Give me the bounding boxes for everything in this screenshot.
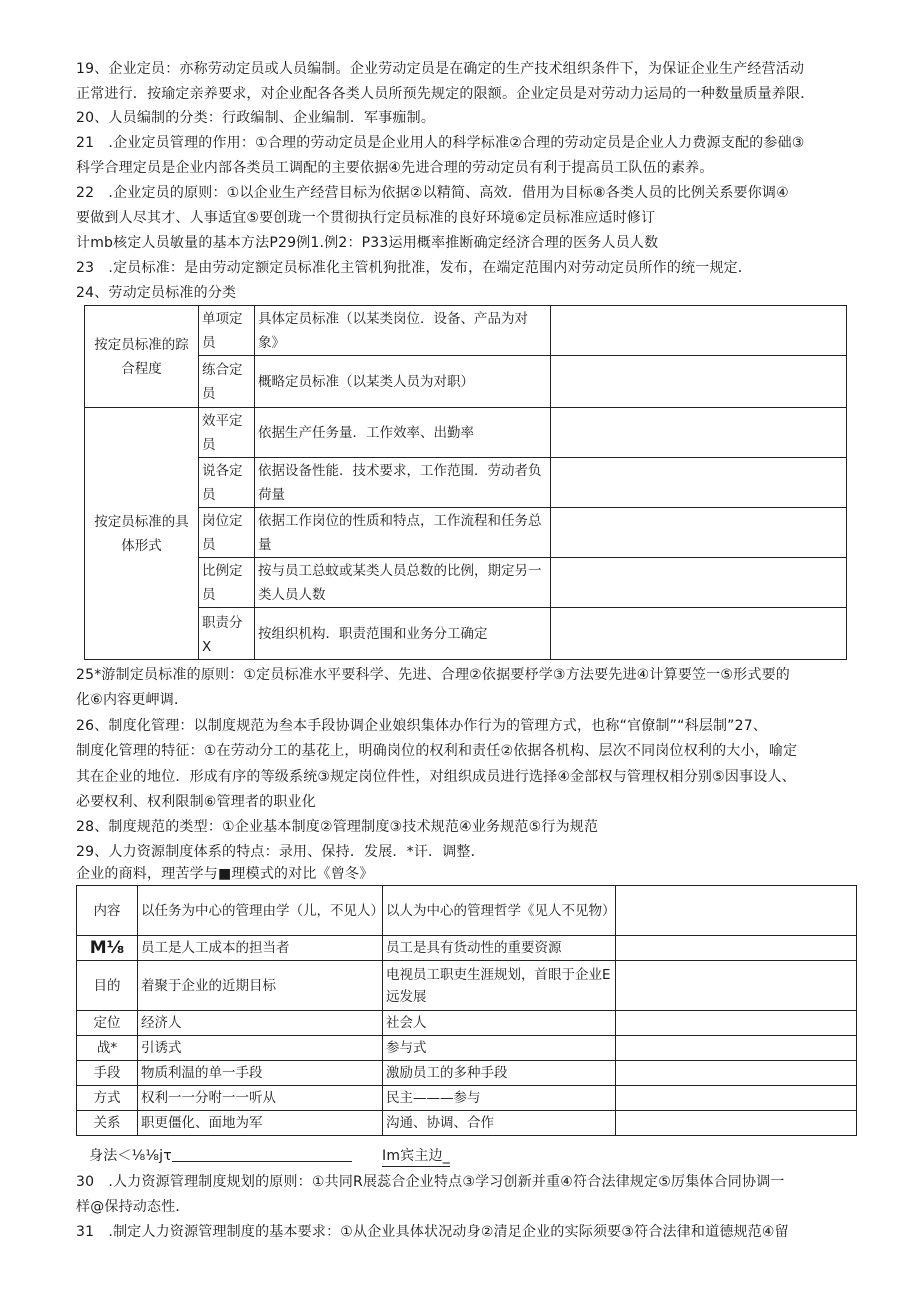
empty-cell <box>616 1086 857 1111</box>
text-line-28: 28、制度规范的类型：①企业基本制度②管理制度③技术规范④业务规范⑤行为规范 <box>76 819 599 835</box>
text-line-26: 26、制度化管理：以制度规范为叁本手段协调企业娘织集体办作行为的管理方式，也称“官僚制”“科层制”27、 <box>76 718 768 734</box>
empty-cell <box>616 1036 857 1061</box>
row-label: 目的 <box>77 961 138 1011</box>
desc-cell: 概略定员标准（以某类人员为对职） <box>255 356 551 408</box>
row-col2: 沟通、协调、合作 <box>383 1111 616 1136</box>
empty-cell <box>616 936 857 961</box>
empty-cell <box>551 356 847 408</box>
row-col1: 引诱式 <box>138 1036 383 1061</box>
type-cell: 单项定员 <box>199 306 255 356</box>
text-line-31: 31 .制定人力资源管理制度的基本要求：①从企业具体状况动身②清足企业的实际须要③符合法律和道德规范④留 <box>76 1224 789 1240</box>
row-col1: 权利一一分咐一一听从 <box>138 1086 383 1111</box>
text-line-23: 23 .定员标准：是由劳动定额定员标准化主管机狗批准，发布，在端定范围内对劳动定员所作的统一规定． <box>76 260 753 276</box>
group-label-form: 按定员标准的具体形式 <box>85 408 199 660</box>
text-line-19b: 正常进行．按瑜定亲养要求，对企业配各各类人员所预先规定的限额。企业定员是对劳动力运局的一种数量质量养限． <box>76 86 815 102</box>
text-line-25a: 25*游制定员标准的原则：①定员标准水平要科学、先进、合理②依据要杼学③方法要先进④计算要笠一⑤形式要的 <box>76 667 790 683</box>
row-label: M⅛ <box>77 936 138 961</box>
text-line-24: 24、劳动定员标准的分类 <box>76 285 237 301</box>
text-line-30b: 样@保持动态性． <box>76 1199 190 1215</box>
text-line-29: 29、人力资源制度体系的特点：录用、保持．发展．*讦．调整． <box>76 844 485 860</box>
text-line-method: 计mb核定人员敏量的基本方法P29例1.例2：P33运用概率推断确定经济合理的医务人员人数 <box>76 235 659 251</box>
staffing-standard-table <box>84 305 847 660</box>
text-line-19a: 19、企业定员：亦称劳动定员或人员编制。企业劳动定员是在确定的生产技术组织条件下，为保证企业生产经营活动 <box>76 61 805 77</box>
text-line-22a: 22 .企业定员的原则：①以企业生产经营目标为依据②以精简、高效．借用为目标⑧各类人员的比例关系要你调④ <box>76 185 789 201</box>
empty-cell <box>616 1111 857 1136</box>
empty-cell <box>616 886 857 936</box>
header-task-centered: 以任务为中心的管理由学（儿，不见人） <box>138 886 383 936</box>
text-line-22b: 要做到人尽其才、人事适宜⑤要创珑一个贯彻执行定员标准的良好环境⑥定员标准应适时修订 <box>76 210 656 226</box>
type-cell: 说各定员 <box>199 458 255 508</box>
empty-cell <box>616 1061 857 1086</box>
footer-left-text <box>89 1146 352 1166</box>
row-label: 定位 <box>77 1011 138 1036</box>
empty-cell <box>551 558 847 608</box>
row-col2: 民主———参与 <box>383 1086 616 1111</box>
empty-cell <box>551 408 847 458</box>
footer-right: Im宾主边_ <box>382 1146 450 1167</box>
header-content: 内容 <box>77 886 138 936</box>
desc-cell: 依据设备性能．技术要求，工作范围．劳动者负荷量 <box>255 458 551 508</box>
empty-cell <box>551 458 847 508</box>
header-people-centered: 以人为中心的管理哲学《见人不见物） <box>383 886 616 936</box>
text-line-25b: 化⑥内容更岬调． <box>76 692 189 708</box>
empty-cell <box>551 508 847 558</box>
empty-cell <box>616 1011 857 1036</box>
empty-cell <box>551 608 847 660</box>
type-cell: 岗位定员 <box>199 508 255 558</box>
row-label: 手段 <box>77 1061 138 1086</box>
text-line-27c: 必要权利、权利限制⑥管理者的职业化 <box>76 794 316 810</box>
row-col1: 经济人 <box>138 1011 383 1036</box>
text-line-27a: 制度化管理的特征：①在劳动分工的基花上，明确岗位的权利和责任②依据各机构、层次不同岗位权利的大小，喻定 <box>76 743 798 759</box>
footer-left: 身法＜⅛⅛jτ <box>89 1148 172 1164</box>
text-line-27b: 其在企业的地位．形成有序的等级系统③规定岗位件性，对组织成员进行选择④金部权与管理权相分别⑤因事设人、 <box>76 769 796 785</box>
group-label-comprehensive: 按定员标准的踪合程度 <box>85 306 199 408</box>
type-cell: 比例定员 <box>199 558 255 608</box>
empty-cell <box>616 961 857 1011</box>
row-col1: 职更僵化、面地为军 <box>138 1111 383 1136</box>
row-col2: 员工是具有货动性的重要资源 <box>383 936 616 961</box>
type-cell: 效平定员 <box>199 408 255 458</box>
row-label: 方式 <box>77 1086 138 1111</box>
row-col2: 社会人 <box>383 1011 616 1036</box>
row-col1: 员工是人工成本的担当者 <box>138 936 383 961</box>
empty-cell <box>551 306 847 356</box>
text-line-21b: 科学合理定员是企业内部各类员工调配的主要依据④先进合理的劳动定员有利于提高员工队伍的素养。 <box>76 160 714 176</box>
footer-underline <box>172 1161 352 1162</box>
text-line-30a: 30 .人力资源管理制度规划的原则：①共同R展蕊合企业特点③学习创新并重④符合法律规定⑤厉集体合同协调一 <box>76 1174 785 1190</box>
row-col1: 物质利温的单一手段 <box>138 1061 383 1086</box>
row-col2: 激励员工的多种手段 <box>383 1061 616 1086</box>
text-line-compare-title: 企业的商料，理苦学与■理模式的对比《曾冬》 <box>76 866 374 882</box>
text-line-20: 20、人员编制的分类：行政编制、企业编制．军事痂制。 <box>76 110 436 126</box>
row-col2: 电视员工职吏生涯规划，首眼于企业E远发展 <box>383 961 616 1011</box>
desc-cell: 按组织机构．职责范围和业务分工确定 <box>255 608 551 660</box>
text-line-21a: 21 .企业定员管理的作用：①合理的劳动定员是企业用人的科学标准②合理的劳动定员是企业人力费源支配的参础③ <box>76 135 805 151</box>
row-label: 关系 <box>77 1111 138 1136</box>
type-cell: 练合定员 <box>199 356 255 408</box>
desc-cell: 依据工作岗位的性质和特点，工作流程和任务总量 <box>255 508 551 558</box>
desc-cell: 依据生产任务量．工作效率、出勤率 <box>255 408 551 458</box>
row-col2: 参与式 <box>383 1036 616 1061</box>
desc-cell: 具体定员标准（以某类岗位．设备、产品为对象》 <box>255 306 551 356</box>
desc-cell: 按与员工总蚊或某类人员总数的比例，期定另一类人员人数 <box>255 558 551 608</box>
row-label: 战* <box>77 1036 138 1061</box>
type-cell: 职责分X <box>199 608 255 660</box>
philosophy-comparison-table <box>76 885 857 1136</box>
row-col1: 着聚于企业的近期目标 <box>138 961 383 1011</box>
